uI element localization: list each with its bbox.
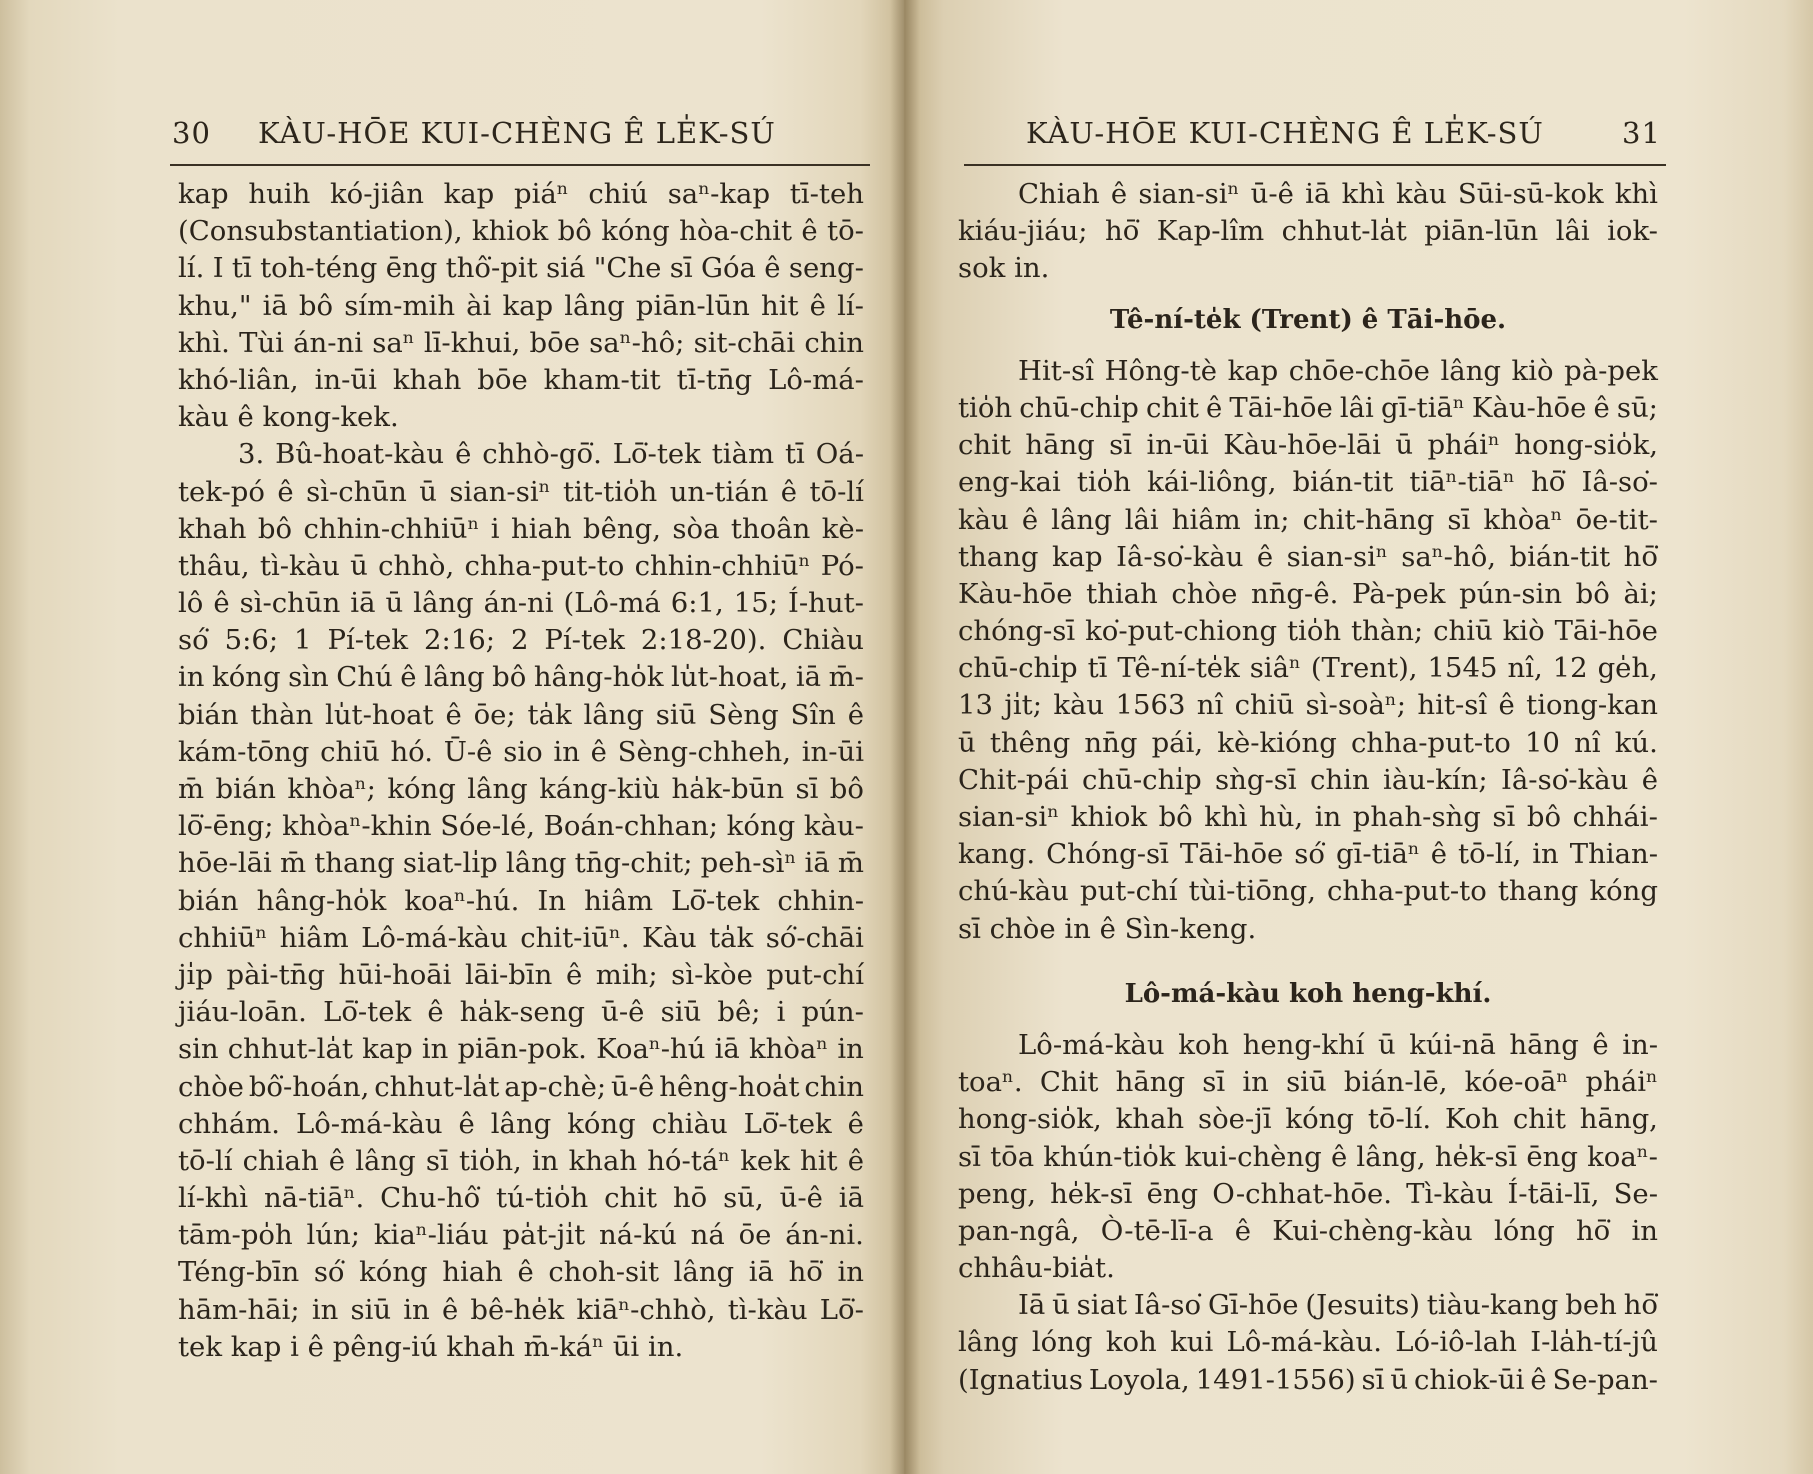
text-line: sok in.	[958, 252, 1050, 285]
paragraph-gap	[958, 1013, 1658, 1027]
right-page	[904, 0, 1813, 1474]
text-line: thang kap Iâ-so͘-kàu ê sian-siⁿ saⁿ-hô, bián-tit hō͘	[958, 540, 1658, 573]
text-line: ū thêng nn̄g pái, kè-kióng chha-put-to 10 nî kú.	[958, 726, 1658, 759]
text-line: sī chòe in ê Sìn-keng.	[958, 912, 1257, 945]
text-line: sin chhut-la̍t kap in piān-pok. Koaⁿ-hú iā khòaⁿ in	[178, 1033, 864, 1066]
text-line: pan-ngâ, Ò-tē-lī-a ê Kui-chèng-kàu lóng hō͘ in	[958, 1214, 1658, 1247]
text-line: Iā ū siat Iâ-so͘ Gī-hōe (Jesuits) tiàu-kang beh hō͘	[1018, 1289, 1658, 1322]
paragraph-gap	[958, 339, 1658, 353]
left-header-rule	[170, 164, 870, 166]
text-line: lô ê sì-chūn iā ū lâng án-ni (Lô-má 6:1, 15; Í-hut-	[178, 587, 864, 620]
text-line: in kóng sìn Chú ê lâng bô hâng-ho̍k lu̍t-hoat, iā m̄-	[178, 661, 864, 694]
text-line: chit hāng sī in-ūi Kàu-hōe-lāi ū pháiⁿ hong-sio̍k,	[958, 429, 1658, 462]
book-gutter	[890, 0, 920, 1474]
text-line: (Consubstantiation), khiok bô kóng hòa-chit ê tō-	[178, 215, 864, 248]
text-line: 13 ji̍t; kàu 1563 nî chiū sì-soàⁿ; hit-sî ê tiong-kan	[958, 689, 1658, 722]
text-line: tek-pó ê sì-chūn ū sian-siⁿ tit-tio̍h un-tián ê tō-lí	[178, 475, 864, 508]
text-line: peng, he̍k-sī ēng O-chhat-hōe. Tì-kàu Í-tāi-lī, Se-	[958, 1177, 1658, 1210]
right-page-number: 31	[1622, 116, 1661, 150]
text-line: kám-tōng chiū hó. Ū-ê sio in ê Sèng-chheh, in-ūi	[178, 735, 864, 768]
text-line: jiáu-loān. Lō͘-tek ê ha̍k-seng ū-ê siū bê; i pún-	[178, 996, 864, 1029]
left-page-number: 30	[172, 116, 211, 150]
left-running-head: KÀU-HŌE KUI-CHÈNG Ê LE̍K-SÚ	[258, 116, 776, 150]
text-line: lí-khì nā-tiāⁿ. Chu-hô͘ tú-tio̍h chit hō sū, ū-ê iā	[178, 1182, 864, 1215]
text-line: Kàu-hōe thiah chòe nn̄g-ê. Pà-pek pún-sin bô ài;	[958, 577, 1658, 610]
text-line: tek kap i ê pêng-iú khah m̄-káⁿ ūi in.	[178, 1330, 684, 1363]
text-line: khah bô chhin-chhiūⁿ i hiah bêng, sòa thoân kè-	[178, 512, 864, 545]
text-line: tō-lí chiah ê lâng sī tio̍h, in khah hó-táⁿ kek hit ê	[178, 1144, 864, 1177]
text-line: Téng-bīn só͘ kóng hiah ê choh-sit lâng iā hō͘ in	[178, 1256, 864, 1289]
text-line: lō͘-ēng; khòaⁿ-khin Sóe-lé, Boán-chhan; kóng kàu-	[178, 810, 864, 843]
text-line: chhám. Lô-má-kàu ê lâng kóng chiàu Lō͘-tek ê	[178, 1107, 864, 1140]
left-body-text	[178, 176, 864, 1366]
text-line: khu," iā bô sím-mih ài kap lâng piān-lūn hit ê lí-	[178, 289, 864, 322]
text-line: tām-po̍h lún; kiaⁿ-liáu pa̍t-ji̍t ná-kú ná ōe án-ni.	[178, 1219, 864, 1252]
text-line: chòe bô͘-hoán, chhut-la̍t ap-chè; ū-ê hêng-hoa̍t chin	[178, 1070, 864, 1103]
right-header-rule	[964, 164, 1666, 166]
text-line: eng-kai tio̍h kái-liông, bián-tit tiāⁿ-tiāⁿ hō͘ Iâ-so͘-	[958, 466, 1658, 499]
text-line: hong-sio̍k, khah sòe-jī kóng tō-lí. Koh chit hāng,	[958, 1103, 1658, 1136]
text-line: chóng-sī ko͘-put-chiong tio̍h thàn; chiū kiò Tāi-hōe	[958, 615, 1658, 648]
text-line: kap huih kó-jiân kap piáⁿ chiú saⁿ-kap tī-teh	[178, 178, 864, 210]
section-heading: Lô-má-kàu koh heng-khí.	[1124, 978, 1492, 1009]
text-line: Hit-sî Hông-tè kap chōe-chōe lâng kiò pà-pek	[1018, 354, 1658, 387]
text-line: kiáu-jiáu; hō͘ Kap-lîm chhut-la̍t piān-lūn lâi iok-	[958, 215, 1658, 248]
text-line: só͘ 5:6; 1 Pí-tek 2:16; 2 Pí-tek 2:18-20). Chiàu	[178, 624, 864, 657]
text-line: chú-kàu put-chí tùi-tiōng, chha-put-to thang kóng	[958, 875, 1658, 908]
text-line: hōe-lāi m̄ thang siat-li̍p lâng tn̄g-chit; peh-sìⁿ iā m̄	[178, 847, 864, 880]
text-line: Chiah ê sian-siⁿ ū-ê iā khì kàu Sūi-sū-kok khì	[1018, 178, 1658, 210]
section-heading: Tê-ní-te̍k (Trent) ê Tāi-hōe.	[1109, 304, 1507, 335]
text-line: ji̍p pài-tn̄g hūi-hoāi lāi-bīn ê mih; sì-kòe put-chí	[178, 958, 864, 991]
text-line: kàu ê kong-kek.	[178, 401, 399, 434]
text-line: hām-hāi; in siū in ê bê-he̍k kiāⁿ-chhò, tì-kàu Lō͘-	[178, 1293, 864, 1326]
text-line: chhâu-bia̍t.	[958, 1252, 1115, 1285]
paragraph-gap	[958, 962, 1658, 976]
text-line: khó-liân, in-ūi khah bōe kham-tit tī-tn̄g Lô-má-	[178, 363, 864, 396]
text-line: kang. Chóng-sī Tāi-hōe só͘ gī-tiāⁿ ê tō-lí, in Thian-	[958, 838, 1658, 871]
right-body-text	[958, 176, 1658, 1399]
text-line: lâng lóng koh kui Lô-má-kàu. Ló-iô-lah I-la̍h-tí-jû	[958, 1326, 1658, 1359]
text-line: kàu ê lâng lâi hiâm in; chit-hāng sī khòaⁿ ōe-tit-	[958, 503, 1658, 536]
text-line: lí. I tī toh-téng ēng thô͘-pit siá "Che sī Góa ê seng-	[178, 252, 864, 285]
text-line: sī tōa khún-tio̍k kui-chèng ê lâng, he̍k-sī ēng koaⁿ-	[958, 1140, 1658, 1173]
text-line: Lô-má-kàu koh heng-khí ū kúi-nā hāng ê in-	[1018, 1028, 1658, 1061]
text-line: thâu, tì-kàu ū chhò, chha-put-to chhin-chhiūⁿ Pó-	[178, 549, 864, 582]
paragraph-gap	[958, 948, 1658, 962]
text-line: sian-siⁿ khiok bô khì hù, in phah-sǹg sī bô chhái-	[958, 801, 1658, 833]
text-line: 3. Bû-hoat-kàu ê chhò-gō͘. Lō͘-tek tiàm tī Oá-	[238, 438, 864, 471]
text-line: bián hâng-ho̍k koaⁿ-hú. In hiâm Lō͘-tek chhin-	[178, 884, 864, 917]
text-line: m̄ bián khòaⁿ; kóng lâng káng-kiù ha̍k-būn sī bô	[178, 773, 864, 805]
text-line: tio̍h chū-chi̍p chit ê Tāi-hōe lâi gī-tiāⁿ Kàu-hōe ê sū;	[958, 391, 1658, 424]
text-line: bián thàn lu̍t-hoat ê ōe; ta̍k lâng siū Sèng Sîn ê	[178, 698, 864, 731]
text-line: (Ignatius Loyola, 1491-1556) sī ū chiok-ūi ê Se-pan-	[958, 1363, 1658, 1396]
paragraph-gap	[958, 288, 1658, 302]
text-line: toaⁿ. Chit hāng sī in siū bián-lē, kóe-oāⁿ pháiⁿ	[958, 1066, 1658, 1099]
text-line: Chit-pái chū-chi̍p sǹg-sī chin iàu-kín; Iâ-so͘-kàu ê	[958, 763, 1658, 796]
text-line: chhiūⁿ hiâm Lô-má-kàu chit-iūⁿ. Kàu ta̍k só͘-chāi	[178, 921, 864, 954]
right-running-head: KÀU-HŌE KUI-CHÈNG Ê LE̍K-SÚ	[1026, 116, 1544, 150]
left-page	[0, 0, 904, 1474]
text-line: khì. Tùi án-ni saⁿ lī-khui, bōe saⁿ-hô; sit-chāi chin	[178, 326, 864, 359]
text-line: chū-chi̍p tī Tê-ní-te̍k siâⁿ (Trent), 1545 nî, 12 ge̍h,	[958, 652, 1658, 685]
